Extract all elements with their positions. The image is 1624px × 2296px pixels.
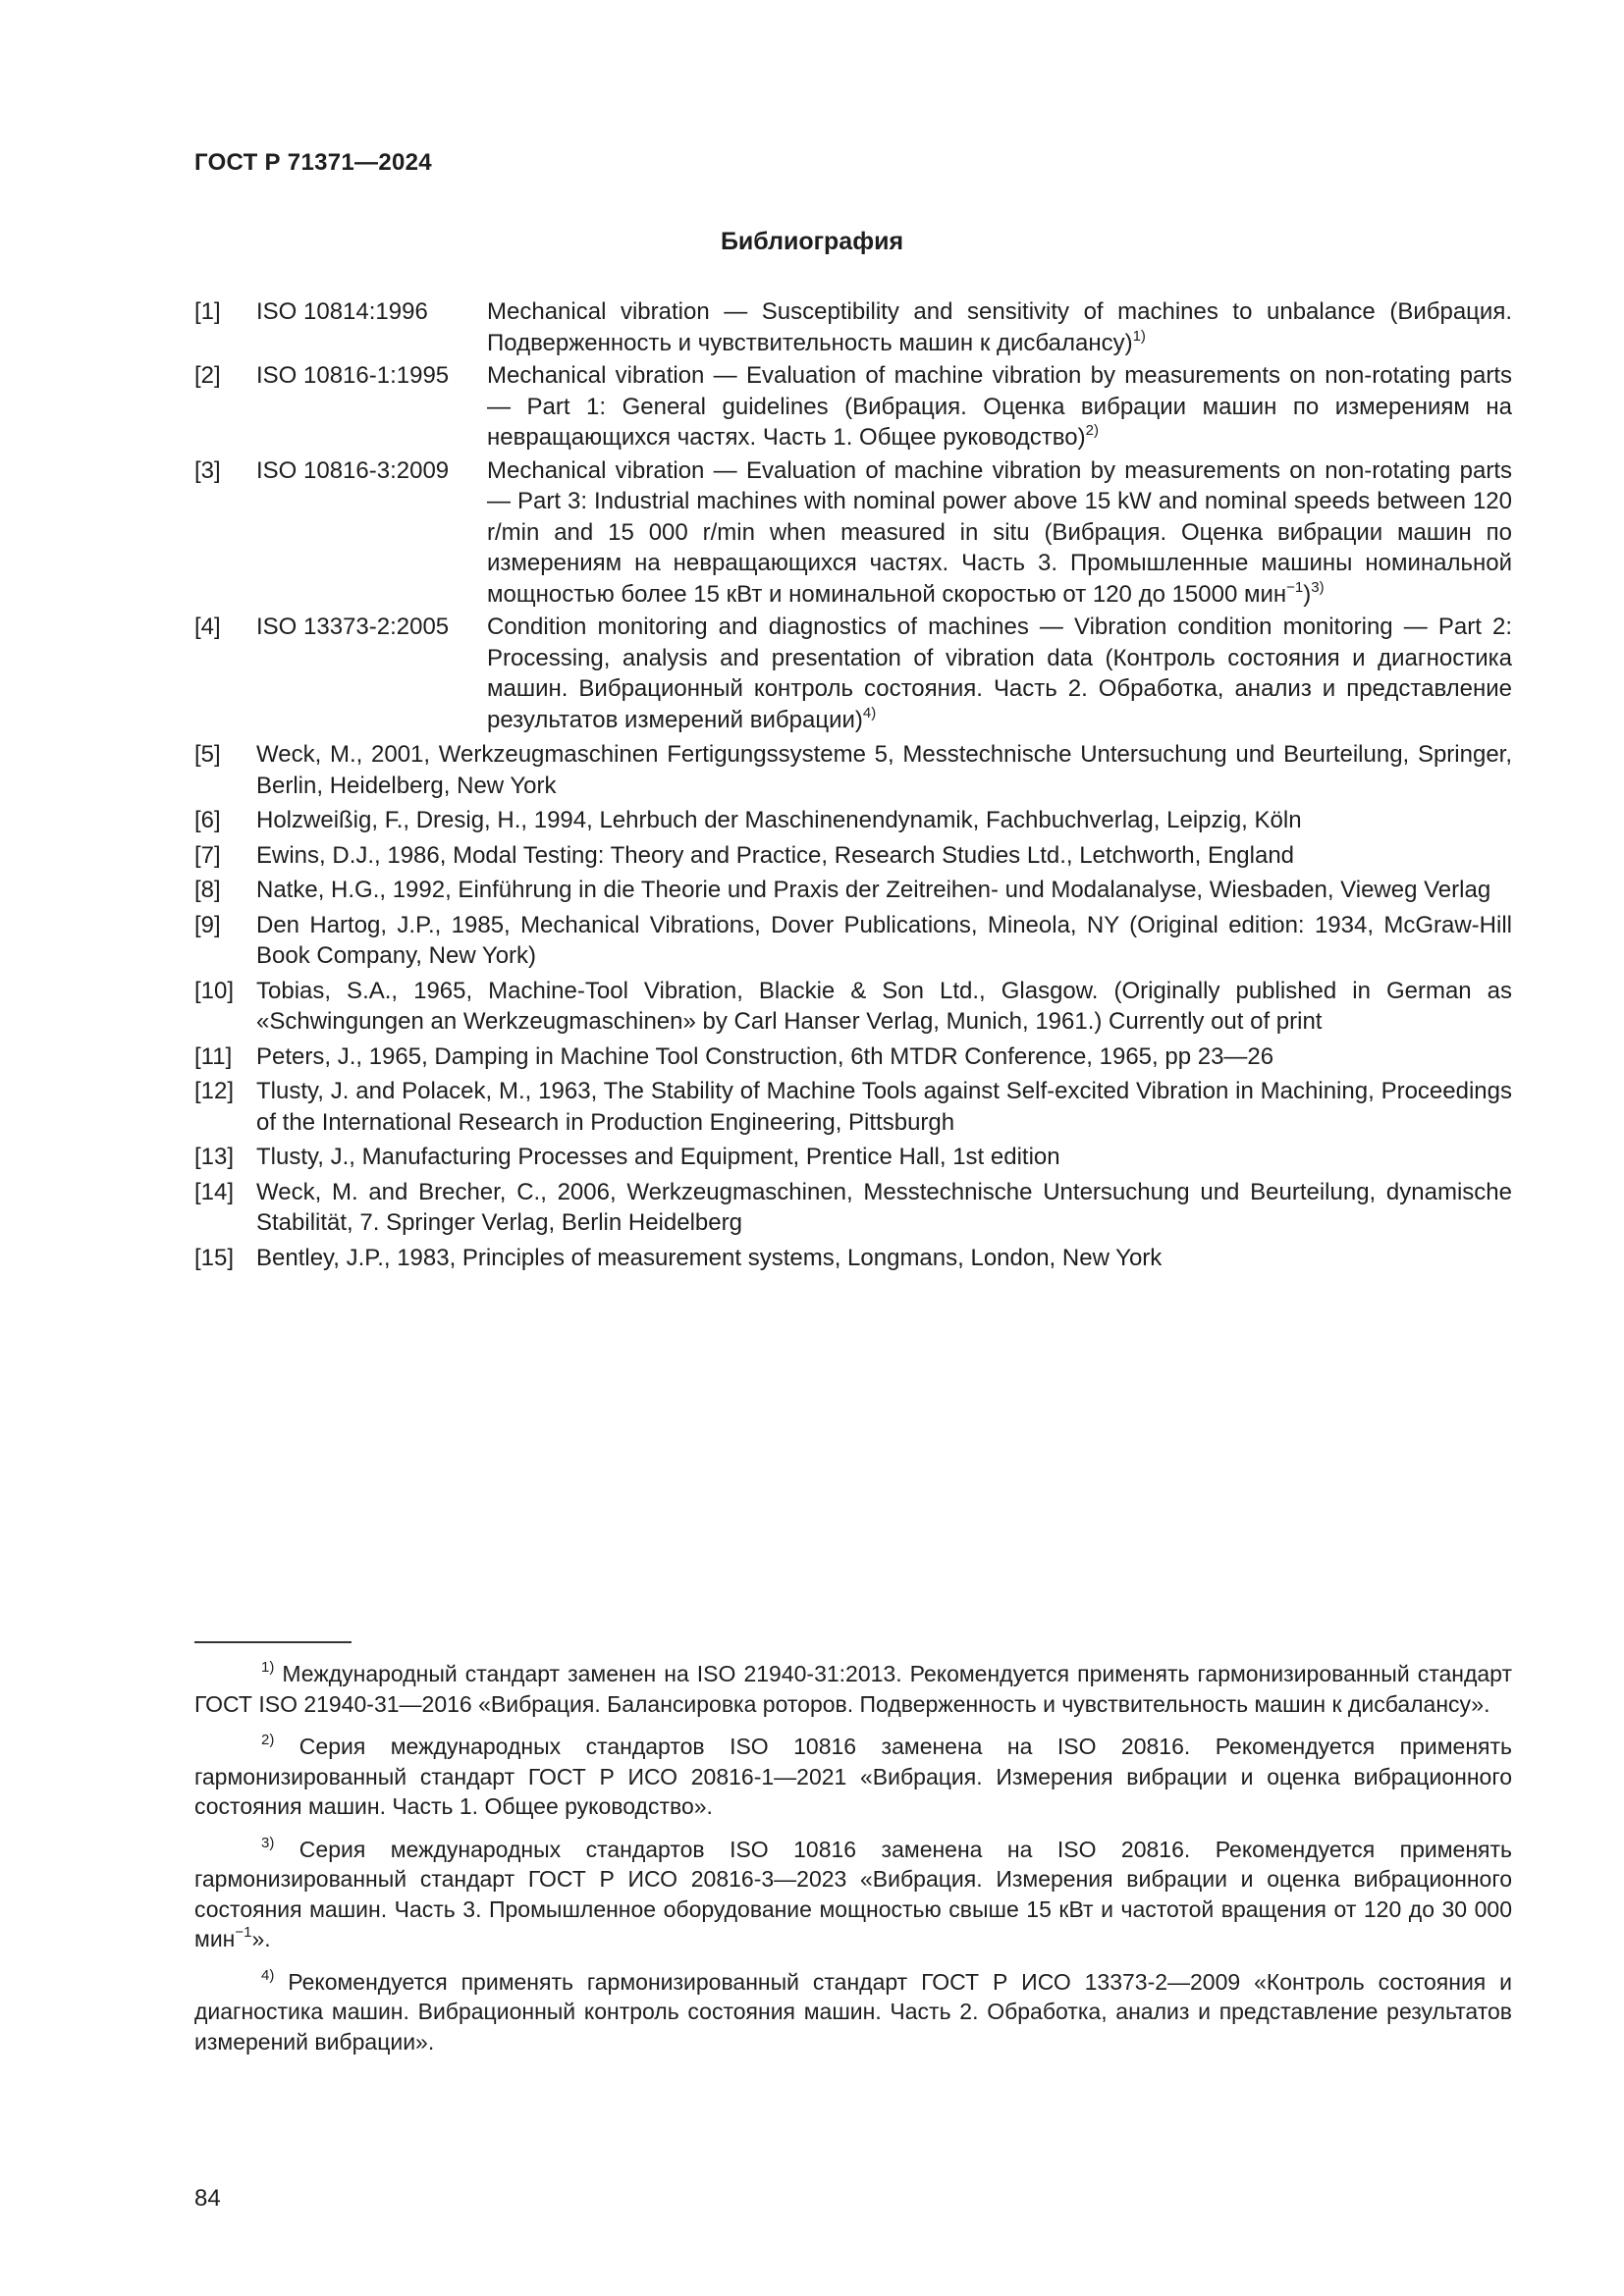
footnote-marker: 3) (1311, 578, 1325, 596)
reference-text: Holzweißig, F., Dresig, H., 1994, Lehrbuch der Maschinenendynamik, Fachbuchverlag, Leipzig, Köln (256, 807, 1302, 833)
reference-item (194, 875, 1512, 908)
footnote (194, 1732, 1512, 1822)
reference-number: [11] (194, 1042, 233, 1070)
reference-number: [8] (194, 877, 221, 903)
reference-text: Tobias, S.A., 1965, Machine-Tool Vibration, Blackie & Son Ltd., Glasgow. (Originally published in German as «Schwingungen an Werkzeugmaschinen» by Carl Hanser Verlag, Munich, 1961.) Currently out of print (256, 977, 1512, 1035)
footnote-text: Рекомендуется применять гармонизированный стандарт ГОСТ Р ИСО 13373-2—2009 «Контроль состояния и диагностика машин. Вибрационный контроль состояния машин. Часть 2. Обработка, анализ и представление результатов измерений вибрации». (194, 1968, 1512, 2055)
footnote-divider (194, 1641, 352, 1643)
bibliography (194, 296, 1512, 1275)
standard-code: ISO 10816-3:2009 (256, 456, 450, 484)
reference-number: [1] (194, 298, 221, 325)
reference-text: Bentley, J.P., 1983, Principles of measurement systems, Longmans, London, New York (256, 1244, 1163, 1271)
footnote-text: Серия международных стандартов ISO 10816 заменена на ISO 20816. Рекомендуется применять гармонизированный стандарт ГОСТ Р ИСО 20816-1—2021 «Вибрация. Измерения вибрации и оценка вибрационного состояния машин. Часть 1. Общее руководство». (194, 1734, 1513, 1819)
footnote-marker: 1) (1132, 327, 1146, 345)
section-title: Библиография (720, 228, 904, 255)
reference-item (194, 739, 1512, 803)
reference-number: [15] (194, 1244, 235, 1271)
reference-item (194, 910, 1512, 974)
footnote-text: Серия международных стандартов ISO 10816 заменена на ISO 20816. Рекомендуется применять гармонизированный стандарт ГОСТ Р ИСО 20816-3—2023 «Вибрация. Измерения вибрации и оценка вибрационного состояния машин. Часть 3. Промышленное оборудование мощностью свыше 15 кВт и частотой вращения от 120 до 30 000 мин (194, 1836, 1513, 1951)
reference-item (194, 360, 1512, 455)
footnote-marker: 4) (862, 704, 877, 721)
footnote (194, 1659, 1512, 1719)
footnote-marker: 2) (261, 1732, 275, 1748)
reference-text: Mechanical vibration — Evaluation of machine vibration by measurements on non-rotating parts — Part 3: Industrial machines with nominal power above 15 kW and nominal speeds between 120 r/min and 15 000 r/min when measured in situ (Вибрация. Оценка вибрации машин по измерениям на невращающихся частях. Часть 3. Промышленные машины номинальной мощностью более 15 кВт и номинальной скоростью от 120 до 15000 мин$^{-1}$)$^{3)}$ (487, 456, 1512, 608)
reference-text: Natke, H.G., 1992, Einführung in die Theorie und Praxis der Zeitreihen- und Modalanalyse, Wiesbaden, Vieweg Verlag (256, 877, 1491, 903)
footnote-text: Международный стандарт заменен на ISO 21940-31:2013. Рекомендуется применять гармонизированный стандарт ГОСТ ISO 21940-31—2016 «Вибрация. Балансировка роторов. Подверженность и чувствительность машин к дисбалансу». (194, 1661, 1512, 1717)
reference-item (194, 296, 1512, 360)
reference-item (194, 805, 1512, 838)
reference-text: Ewins, D.J., 1986, Modal Testing: Theory and Practice, Research Studies Ltd., Letchworth, England (256, 841, 1295, 869)
reference-item (194, 612, 1512, 737)
reference-text: Tlusty, J., Manufacturing Processes and Equipment, Prentice Hall, 1st edition (256, 1144, 1060, 1170)
reference-item (194, 840, 1512, 874)
reference-text: Peters, J., 1965, Damping in Machine Tool Construction, 6th MTDR Conference, 1965, pp 23—26 (256, 1042, 1274, 1070)
reference-text: Condition monitoring and diagnostics of machines — Vibration condition monitoring — Part 2: Processing, analysis and presentation of vibration data (Контроль состояния и диагностика машин. Вибрационный контроль состояния. Часть 2. Обработка, анализ и представление результатов измерений вибрации)$^{4)}$ (487, 614, 1512, 733)
footnote-marker: 4) (261, 1966, 275, 1984)
standard-code: ISO 10814:1996 (256, 298, 428, 325)
standard-code: ISO 13373-2:2005 (256, 614, 450, 640)
reference-item (194, 1177, 1512, 1241)
reference-number: [4] (194, 614, 221, 640)
unit-exponent: −1 (235, 1924, 252, 1941)
reference-item (194, 1142, 1512, 1175)
reference-text: Mechanical vibration — Susceptibility and sensitivity of machines to unbalance (Вибрация. Подверженность и чувствительность машин к дисбалансу)$^{1)}$ (487, 298, 1512, 356)
reference-number: [6] (194, 807, 221, 833)
standard-code: ISO 10816-1:1995 (256, 362, 450, 389)
reference-number: [2] (194, 362, 221, 389)
footnote (194, 1967, 1512, 2057)
reference-number: [13] (194, 1144, 235, 1170)
reference-item (194, 976, 1512, 1040)
reference-text: Weck, M. and Brecher, C., 2006, Werkzeugmaschinen, Messtechnische Untersuchung und Beurteilung, dynamische Stabilität, 7. Springer Verlag, Berlin Heidelberg (256, 1178, 1512, 1236)
reference-item (194, 1041, 1512, 1075)
reference-item (194, 1076, 1512, 1140)
footnote-marker: 2) (1085, 422, 1099, 439)
reference-number: [10] (194, 977, 235, 1004)
footnotes (194, 1659, 1512, 2069)
footnote-marker: 3) (261, 1834, 275, 1851)
reference-number: [3] (194, 456, 221, 484)
document-header: ГОСТ Р 71371—2024 (194, 149, 432, 176)
reference-number: [14] (194, 1178, 235, 1205)
reference-item (194, 1243, 1512, 1276)
unit-exponent: −1 (1286, 578, 1304, 596)
footnote-marker: 1) (261, 1659, 275, 1676)
page-number: 84 (194, 2185, 221, 2212)
footnote: $^{3)}$ Серия международных стандартов ISO 10816 заменена на ISO 20816. Рекомендуется применять гармонизированный стандарт ГОСТ Р ИСО 20816-3—2023 «Вибрация. Измерения вибрации и оценка вибрационного состояния машин. Часть 3. Промышленное оборудование мощностью свыше 15 кВт и частотой вращения от 120 до 30 000 мин$^{-1}$». (194, 1834, 1513, 1951)
reference-text: Den Hartog, J.P., 1985, Mechanical Vibrations, Dover Publications, Mineola, NY (Original edition: 1934, McGraw-Hill Book Company, New York) (256, 911, 1512, 969)
reference-item (194, 455, 1512, 613)
reference-text: Tlusty, J. and Polacek, M., 1963, The Stability of Machine Tools against Self-excited Vibration in Machining, Proceedings of the International Research in Production Engineering, Pittsburgh (256, 1078, 1512, 1136)
reference-number: [7] (194, 841, 221, 869)
reference-number: [12] (194, 1078, 235, 1104)
reference-text: Mechanical vibration — Evaluation of machine vibration by measurements on non-rotating parts — Part 1: General guidelines (Вибрация. Оценка вибрации машин по измерениям на невращающихся частях. Часть 1. Общее руководство)$^{2)}$ (487, 362, 1512, 451)
reference-number: [9] (194, 911, 221, 938)
reference-text: Weck, M., 2001, Werkzeugmaschinen Fertigungssysteme 5, Messtechnische Untersuchung und Beurteilung, Springer, Berlin, Heidelberg, New York (256, 741, 1512, 799)
reference-number: [5] (194, 741, 221, 768)
standards-reference-table (194, 296, 1512, 737)
